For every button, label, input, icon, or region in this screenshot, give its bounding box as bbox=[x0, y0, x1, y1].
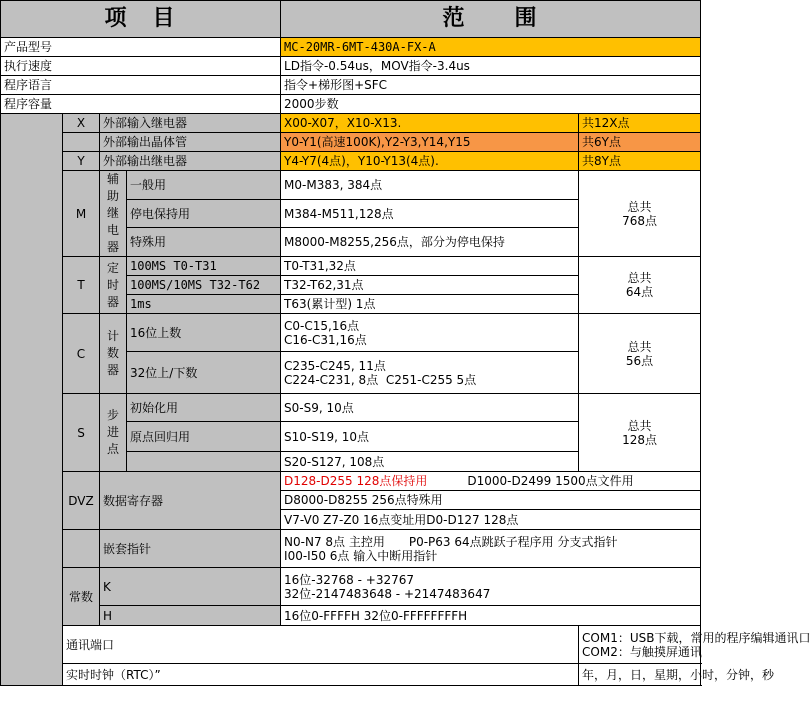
t-group: 定时器 bbox=[100, 257, 127, 314]
c-r1-label: 16位上数 bbox=[127, 314, 281, 352]
t-code: T bbox=[63, 257, 100, 314]
rtc-label: 实时时钟（RTC）” bbox=[63, 664, 579, 686]
c-total: 总共 56点 bbox=[579, 314, 701, 394]
comm-label: 通讯端口 bbox=[63, 626, 579, 664]
m-group: 辅助继电器 bbox=[100, 171, 127, 257]
y2-label: 外部输出继电器 bbox=[100, 152, 281, 171]
t-total: 总共 64点 bbox=[579, 257, 701, 314]
d-value-3: V7-V0 Z7-Z0 16点变址用D0-D127 128点 bbox=[281, 510, 701, 530]
lang-value: 指令+梯形图+SFC bbox=[281, 76, 701, 95]
table-row bbox=[1, 472, 701, 491]
x-value: X00-X07，X10-X13. bbox=[281, 114, 579, 133]
table-row bbox=[1, 38, 701, 57]
d-value-1: D128-D255 128点保持用 D1000-D2499 1500点文件用 bbox=[281, 472, 701, 491]
n-label: 嵌套指针 bbox=[100, 530, 281, 568]
s-r2-label: 原点回归用 bbox=[127, 422, 281, 452]
table-row bbox=[1, 626, 701, 664]
s-r2-value: S10-S19, 10点 bbox=[281, 422, 579, 452]
m-r2-value: M384-M511,128点 bbox=[281, 200, 579, 228]
table-row bbox=[1, 95, 701, 114]
y2-total: 共8Y点 bbox=[579, 152, 701, 171]
s-code: S bbox=[63, 394, 100, 472]
table-row bbox=[1, 57, 701, 76]
t-r1-value: T0-T31,32点 bbox=[281, 257, 579, 276]
comm-value: COM1：USB下载，常用的程序编辑通讯口 COM2：与触摸屏通讯 bbox=[579, 626, 701, 664]
m-total: 总共 768点 bbox=[579, 171, 701, 257]
header-range: 范 围 bbox=[281, 1, 701, 38]
cap-value: 2000步数 bbox=[281, 95, 701, 114]
d-value-2: D8000-D8255 256点特殊用 bbox=[281, 491, 701, 510]
table-row bbox=[1, 606, 701, 626]
m-code: M bbox=[63, 171, 100, 257]
table-row bbox=[1, 568, 701, 606]
s-group: 步进点 bbox=[100, 394, 127, 472]
model-label: 产品型号 bbox=[1, 38, 281, 57]
s-r3-value: S20-S127, 108点 bbox=[281, 452, 579, 472]
speed-value: LD指令-0.54us，MOV指令-3.4us bbox=[281, 57, 701, 76]
d-label: 数据寄存器 bbox=[100, 472, 281, 530]
table-row bbox=[1, 394, 701, 422]
header-row bbox=[1, 1, 701, 38]
s-r3-label bbox=[127, 452, 281, 472]
s-r1-value: S0-S9, 10点 bbox=[281, 394, 579, 422]
table-row bbox=[1, 257, 701, 276]
m-r2-label: 停电保持用 bbox=[127, 200, 281, 228]
table-row bbox=[1, 530, 701, 568]
k-group: 常数 bbox=[63, 568, 100, 626]
h-value: 16位0-FFFFH 32位0-FFFFFFFFH bbox=[281, 606, 701, 626]
c-r2-value: C235-C245, 11点 C224-C231, 8点 C251-C255 5点 bbox=[281, 352, 579, 394]
y1-label: 外部输出晶体管 bbox=[100, 133, 281, 152]
c-code: C bbox=[63, 314, 100, 394]
cap-label: 程序容量 bbox=[1, 95, 281, 114]
n-value: N0-N7 8点 主控用 P0-P63 64点跳跃子程序用 分支式指针 I00-I50 6点 输入中断用指针 bbox=[281, 530, 701, 568]
section-left-spacer bbox=[1, 114, 63, 686]
y1-code bbox=[63, 133, 100, 152]
n-spacer bbox=[63, 530, 100, 568]
t-r2-label: 100MS/10MS T32-T62 bbox=[127, 276, 281, 295]
s-r1-label: 初始化用 bbox=[127, 394, 281, 422]
m-r1-label: 一般用 bbox=[127, 171, 281, 200]
table-row bbox=[1, 171, 701, 200]
k-code: K bbox=[100, 568, 281, 606]
y1-value: Y0-Y1(高速100K),Y2-Y3,Y14,Y15 bbox=[281, 133, 579, 152]
c-group: 计数器 bbox=[100, 314, 127, 394]
m-r3-value: M8000-M8255,256点，部分为停电保持 bbox=[281, 228, 579, 257]
y2-value: Y4-Y7(4点)，Y10-Y13(4点). bbox=[281, 152, 579, 171]
c-r2-label: 32位上/下数 bbox=[127, 352, 281, 394]
t-r3-value: T63(累计型) 1点 bbox=[281, 295, 579, 314]
table-row bbox=[1, 114, 701, 133]
m-r1-value: M0-M383, 384点 bbox=[281, 171, 579, 200]
h-code: H bbox=[100, 606, 281, 626]
t-r3-label: 1ms bbox=[127, 295, 281, 314]
header-item: 项 目 bbox=[1, 1, 281, 38]
speed-label: 执行速度 bbox=[1, 57, 281, 76]
table-row bbox=[1, 133, 701, 152]
s-total: 总共 128点 bbox=[579, 394, 701, 472]
c-r1-value: C0-C15,16点 C16-C31,16点 bbox=[281, 314, 579, 352]
model-value: MC-20MR-6MT-430A-FX-A bbox=[281, 38, 701, 57]
t-r2-value: T32-T62,31点 bbox=[281, 276, 579, 295]
d-code: DVZ bbox=[63, 472, 100, 530]
table-row bbox=[1, 314, 701, 352]
lang-label: 程序语言 bbox=[1, 76, 281, 95]
y1-total: 共6Y点 bbox=[579, 133, 701, 152]
x-label: 外部输入继电器 bbox=[100, 114, 281, 133]
y-code: Y bbox=[63, 152, 100, 171]
x-code: X bbox=[63, 114, 100, 133]
m-r3-label: 特殊用 bbox=[127, 228, 281, 257]
k-value: 16位-32768 - +32767 32位-2147483648 - +2147483647 bbox=[281, 568, 701, 606]
table-row bbox=[1, 76, 701, 95]
t-r1-label: 100MS T0-T31 bbox=[127, 257, 281, 276]
rtc-value: 年，月，日，星期，小时，分钟，秒 bbox=[579, 664, 701, 686]
x-total: 共12X点 bbox=[579, 114, 701, 133]
table-row bbox=[1, 664, 701, 686]
table-row bbox=[1, 152, 701, 171]
